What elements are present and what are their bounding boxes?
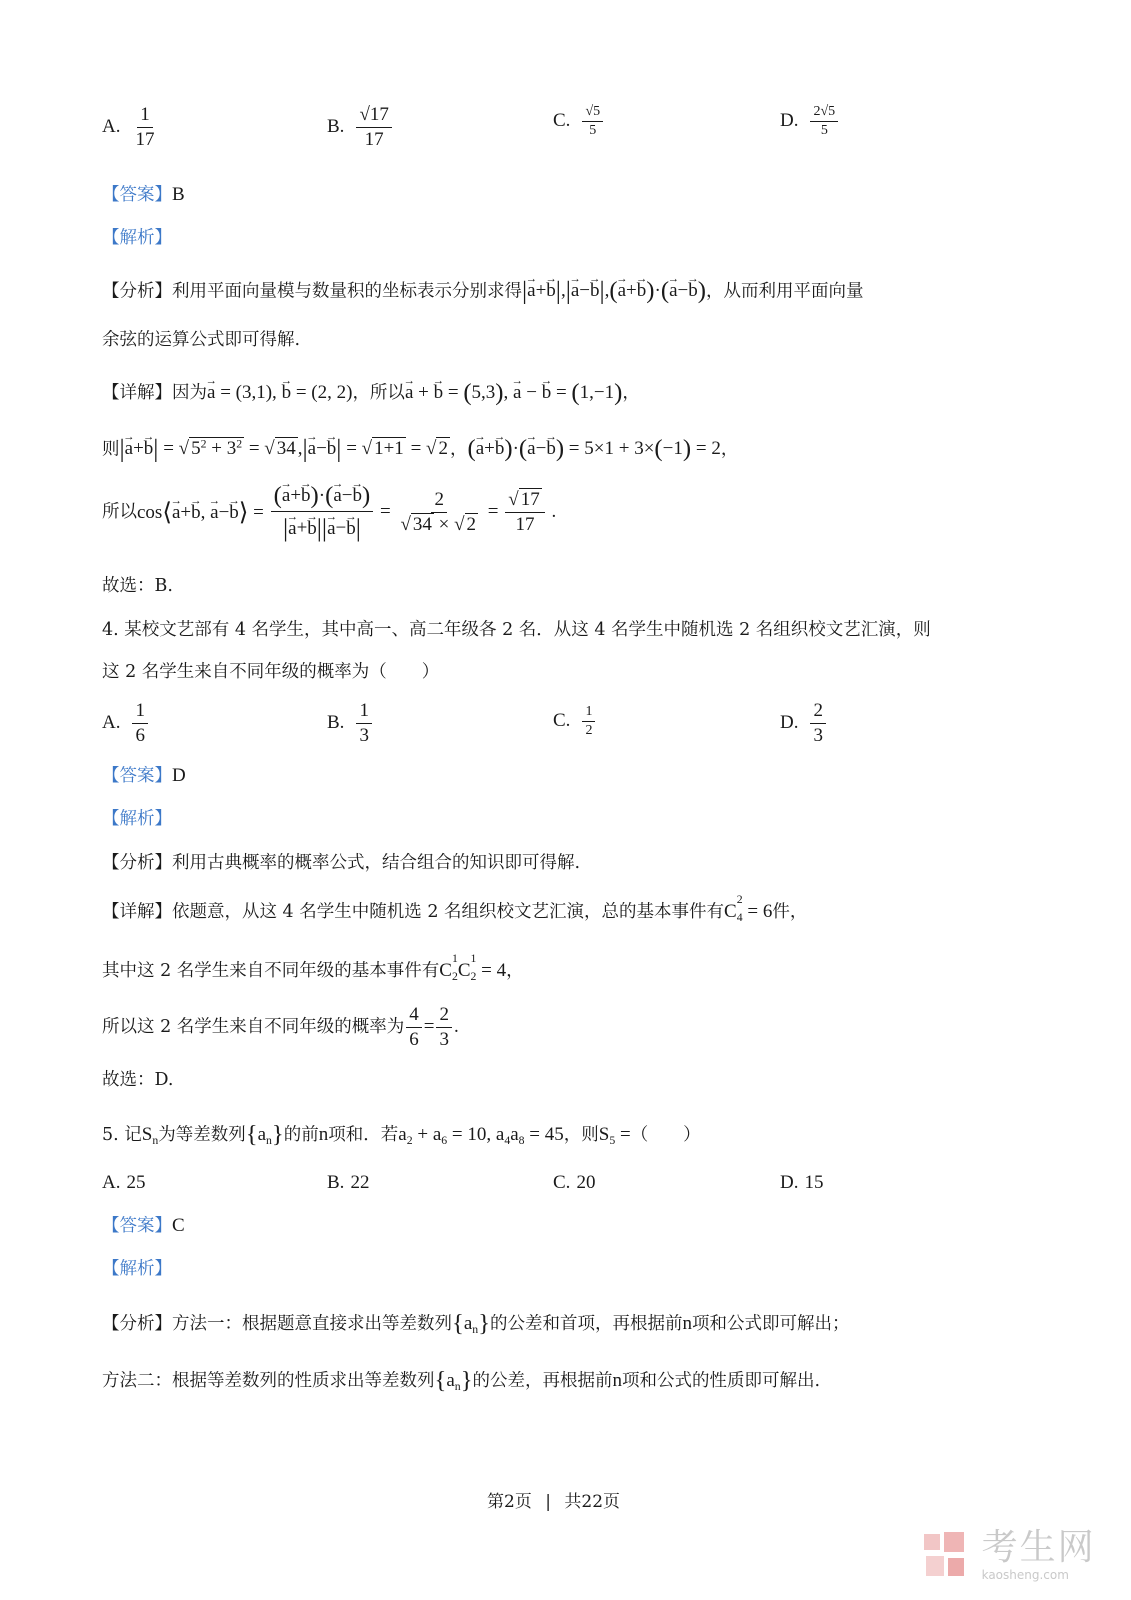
q5-stem: 5. 记$S_n$为等差数列$\{a_n\}$的前n项和．若$a_2 + a_6 = 10$, $a_4a_8 = 45$，则$S_5$ =（ ） [102,1121,701,1148]
watermark-logo [922,1527,1096,1582]
q3-option-a: A. $\frac{1}{17}$ [102,104,155,150]
q4-conclusion: 故选：D. [102,1070,174,1090]
q4-stem-line1: 4. 某校文艺部有 4 名学生，其中高一、高二年级各 2 名．从这 4 名学生中随机选 2 名组织校文艺汇演，则 [102,620,931,640]
page-footer [487,1492,620,1512]
q4-xiangjie-line2: 其中这 2 名学生来自不同年级的基本事件有C $_{1 2}$C $_{1 2}$ = 4， [102,952,524,984]
q3-fenxi-line2: 余弦的运算公式即可得解. [102,330,301,350]
q4-fenxi: 【分析】利用古典概率的概率公式，结合组合的知识即可得解. [102,853,581,873]
q5-option-c: C. 20 [553,1172,596,1193]
q3-xiangjie-line3: 所以cos⟨→ a+→ b, → a−→ b⟩ = $\frac{(\to a+\to b)\cdot(\to a-\to b)}{|\to a+\to b||\to a-\to b|}$ = $\frac{2}{√ 34 \times √ 2}$ = $\frac{√ 17}{17}$ . [102,482,556,543]
q3-jiexi-tag: 【解析】 [102,228,172,248]
q3-option-d: D. $\frac{2√5}{5}$ [780,104,840,139]
q5-option-b: B. 22 [327,1172,370,1193]
page-number: 第2页 [487,1492,532,1512]
q5-fenxi-method1: 【分析】方法一：根据题意直接求出等差数列$\{a_n\}$的公差和首项，再根据前n项和公式即可解出； [102,1310,850,1337]
q3-answer: 【答案】B [102,184,185,205]
q4-option-c: C. $\frac{1}{2}$ [553,704,597,739]
q5-option-a: A. 25 [102,1172,146,1193]
q4-xiangjie-line3: 所以这 2 名学生来自不同年级的概率为 $\frac{4}{6}$ = $\frac{2}{3}$ . [102,1004,459,1050]
q4-option-d: D. $\frac{2}{3}$ [780,700,828,747]
q5-jiexi-tag: 【解析】 [102,1259,172,1279]
q3-conclusion: 故选：B. [102,576,173,596]
q3-option-c: C. $\frac{√5}{5}$ [553,104,605,139]
footer-separator: | [545,1492,551,1512]
q3-xiangjie-line2: 则|→ a+→ b| = √ $5^2 + 3^2$ = √ 34 ,|→ a−→ b| = √ 1+1 = √ 2 ，(→ a+→ b)·(→ a−→ b) = 5×1 + 3×(−1) = 2， [102,434,738,465]
watermark-url: kaosheng.com [981,1568,1069,1582]
q3-option-b: B. $\frac{√17}{17}$ [327,104,394,151]
q4-answer: 【答案】D [102,765,186,786]
q4-option-a: A. $\frac{1}{6}$ [102,700,150,747]
watermark-brand: 考生网 [981,1527,1096,1568]
answer-tag: 【答案】 [102,766,172,786]
q5-answer: 【答案】C [102,1215,185,1236]
q4-option-b: B. $\frac{1}{3}$ [327,700,374,747]
q3-fenxi-line1: 【分析】利用平面向量模与数量积的坐标表示分别求得|→ a+→ b|,|→ a−→ b|,(→ a+→ b)·(→ a−→ b)，从而利用平面向量 [102,276,863,307]
q4-xiangjie-line1: 【详解】依题意，从这 4 名学生中随机选 2 名组织校文艺汇演，总的基本事件有C $_{2 4}$ = 6件， [102,893,808,925]
q5-fenxi-method2: 方法二：根据等差数列的性质求出等差数列$\{a_n\}$的公差，再根据前n项和公式的性质即可解出. [102,1367,821,1394]
answer-tag: 【答案】 [102,185,172,205]
page-total: 共22页 [564,1492,621,1512]
q4-jiexi-tag: 【解析】 [102,809,172,829]
q4-stem-line2: 这 2 名学生来自不同年级的概率为（ ） [102,662,440,682]
answer-tag: 【答案】 [102,1216,172,1236]
watermark-icon [922,1530,970,1582]
q3-xiangjie-line1: 【详解】因为→ a = (3,1), → b = (2, 2)，所以→ a + → b = (5,3), → a − → b = (1,−1)， [102,378,640,408]
q5-option-d: D. 15 [780,1172,824,1193]
